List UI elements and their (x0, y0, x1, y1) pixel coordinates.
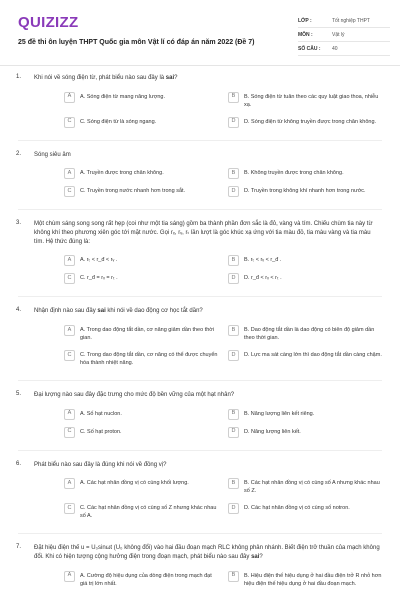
answer-option[interactable] (64, 504, 218, 521)
option-text: C. r_đ = rᵥ = rₜ . (80, 275, 118, 282)
meta-table (298, 14, 390, 56)
question-text-part: Đại lượng nào sau đây đặc trưng cho mức độ bền vững của một hạt nhân? (34, 391, 235, 398)
answer-option[interactable] (228, 256, 382, 266)
option-letter-box[interactable]: A (64, 478, 75, 489)
answer-options (34, 256, 382, 284)
option-letter-box[interactable]: B (228, 168, 239, 179)
option-letter-box[interactable]: D (228, 503, 239, 514)
question-text (34, 391, 382, 400)
answer-option[interactable] (228, 118, 382, 128)
option-text: D. Các hạt nhân đồng vị có cùng số notron. (244, 505, 350, 512)
question-emphasis: sai (251, 553, 260, 560)
option-text: C. Truyền trong nước nhanh hơn trong sắt. (80, 188, 186, 195)
answer-option[interactable] (228, 504, 382, 521)
question-text (34, 151, 382, 160)
option-letter-box[interactable]: A (64, 409, 75, 420)
page-title: 25 đề thi ôn luyện THPT Quốc gia môn Vật lí có đáp án năm 2022 (Đề 7) (18, 39, 255, 46)
meta-label: MÔN : (298, 31, 313, 38)
option-text: B. Dao động tắt dần là dao động có biên độ giảm dần theo thời gian. (244, 327, 375, 342)
question-item (0, 461, 400, 522)
meta-label: SỐ CÂU : (298, 45, 321, 52)
option-text: C. Số hạt proton. (80, 428, 122, 435)
meta-value: Tốt nghiệp THPT (332, 17, 370, 24)
option-text: B. Không truyền được trong chân không. (244, 170, 344, 177)
option-letter-box[interactable]: C (64, 427, 75, 438)
answer-option[interactable] (64, 169, 218, 179)
option-letter-box[interactable]: D (228, 273, 239, 284)
question-divider (18, 380, 382, 381)
option-text: C. Sóng điện từ là sóng ngang. (80, 118, 157, 125)
question-text (34, 307, 382, 316)
question-text-part: ? (174, 75, 178, 81)
question-number: 2. (16, 150, 22, 157)
question-text-part: Đặt hiệu điện thế u = U₀sinωt (U₀ không đổi) vào hai đầu đoạn mạch RLC không phân nhánh. Biết điện trở thuần của mạch không đổi. Khi có hiện tượng cộng hưởng điện trong đoạn mạch, phát biểu nào sau đây (34, 545, 380, 560)
answer-option[interactable] (64, 118, 218, 128)
question-item (0, 220, 400, 284)
option-letter-box[interactable]: C (64, 186, 75, 197)
question-text-part: Sóng siêu âm (34, 151, 71, 158)
worksheet-header (0, 0, 400, 66)
option-text: D. Sóng điện từ không truyền được trong chân không. (244, 118, 377, 125)
option-letter-box[interactable]: C (64, 273, 75, 284)
question-text (34, 544, 382, 561)
meta-row-subject (298, 28, 390, 42)
answer-option[interactable] (228, 93, 382, 110)
option-letter-box[interactable]: A (64, 255, 75, 266)
question-text-part: ? (259, 553, 263, 560)
question-text-part: khi nói về dao động cơ học tắt dần? (105, 308, 203, 315)
question-divider (18, 209, 382, 210)
question-divider (18, 296, 382, 297)
option-text: A. rₜ < r_đ < rᵥ . (80, 257, 118, 264)
option-letter-box[interactable]: D (228, 186, 239, 197)
question-divider (18, 140, 382, 141)
meta-value: 40 (332, 45, 338, 52)
question-text-part: Phát biểu nào sau đây là đúng khi nói về đồng vị? (34, 461, 167, 468)
meta-row-class (298, 14, 390, 28)
answer-option[interactable] (228, 351, 382, 368)
question-text (34, 74, 382, 83)
option-text: D. Truyền trong không khí nhanh hơn trong nước. (244, 188, 366, 195)
answer-option[interactable] (64, 326, 218, 343)
option-text: D. Lực ma sát càng lớn thì dao động tắt dần càng chậm. (244, 352, 382, 358)
answer-options (34, 169, 382, 197)
answer-option[interactable] (228, 187, 382, 197)
meta-value: Vật lý (332, 31, 345, 38)
option-letter-box[interactable]: D (228, 427, 239, 438)
option-text: A. Các hạt nhân đồng vị có cùng khối lượng. (80, 480, 189, 487)
question-text-part: Nhận định nào sau đây (34, 308, 98, 315)
question-number: 3. (16, 220, 22, 227)
option-letter-box[interactable]: B (228, 571, 239, 582)
option-text: B. Sóng điện từ tuân theo các quy luật giao thoa, nhiễu xạ. (244, 93, 379, 108)
quizizz-logo: QUIZIZZ (18, 14, 79, 31)
answer-options (34, 410, 382, 438)
answer-options (34, 93, 382, 128)
question-text (34, 220, 382, 246)
meta-row-count (298, 42, 390, 56)
option-text: A. Sóng điện từ mang năng lượng. (80, 93, 165, 100)
option-text: B. Các hạt nhân đồng vị có cùng số A nhưng khác nhau số Z. (244, 480, 380, 495)
answer-option[interactable] (228, 169, 382, 179)
option-text: C. Các hạt nhân đồng vị có cùng số Z nhưng khác nhau số A. (80, 505, 217, 520)
answer-option[interactable] (64, 274, 218, 284)
option-text: C. Trong dao động tắt dần, cơ năng có thể được chuyển hóa thành nhiệt năng. (80, 352, 218, 366)
meta-label: LỚP : (298, 17, 312, 24)
answer-option[interactable] (228, 479, 382, 496)
option-letter-box[interactable]: B (228, 255, 239, 266)
answer-options (34, 326, 382, 368)
option-letter-box[interactable]: A (64, 168, 75, 179)
option-letter-box[interactable]: D (228, 350, 239, 361)
answer-option[interactable] (228, 572, 382, 589)
option-letter-box[interactable]: C (64, 117, 75, 128)
answer-option[interactable] (228, 274, 382, 284)
option-letter-box[interactable]: A (64, 571, 75, 582)
option-letter-box[interactable]: C (64, 350, 75, 361)
answer-option[interactable] (64, 256, 218, 266)
question-text-part: Một chùm sáng song song rất hẹp (coi như một tia sáng) gồm ba thành phần đơn sắc là đỏ, vàng và tím. Chiếu chùm tia này từ không khí theo phương xiên góc tới mặt nước. Gọi rₓ, rᵥ, rₜ lần lượt là góc khúc xạ ứng với tia màu đỏ, tia màu vàng và tia màu tím. Hệ thức đúng là: (34, 221, 373, 245)
option-text: B. rₜ < rᵥ < r_đ . (244, 257, 282, 264)
question-text-part: Khi nói về sóng điện từ, phát biểu nào sau đây là (34, 75, 166, 81)
answer-option[interactable] (64, 351, 218, 368)
option-text: A. Số hạt nuclon. (80, 410, 122, 417)
question-item (0, 544, 400, 588)
question-item (0, 74, 400, 128)
option-text: A. Trong dao động tắt dần, cơ năng giảm dần theo thời gian. (80, 327, 215, 342)
answer-options (34, 572, 382, 589)
answer-option[interactable] (228, 326, 382, 343)
question-list (0, 74, 400, 589)
question-number: 7. (16, 544, 22, 551)
question-number: 5. (16, 390, 22, 397)
option-text: A. Cường độ hiệu dụng của dòng điện trong mạch đạt giá trị lớn nhất. (80, 572, 212, 587)
answer-option[interactable] (64, 187, 218, 197)
option-letter-box[interactable]: A (64, 92, 75, 103)
question-divider (18, 533, 382, 534)
option-text: D. Năng lượng liên kết. (244, 428, 301, 435)
answer-option[interactable] (64, 428, 218, 438)
option-letter-box[interactable]: D (228, 117, 239, 128)
answer-option[interactable] (64, 572, 218, 589)
question-emphasis: sai (165, 75, 175, 81)
option-text: B. Năng lượng liên kết riêng. (244, 410, 315, 417)
option-letter-box[interactable]: B (228, 92, 239, 103)
option-text: D. r_đ < rᵥ < rₜ . (244, 275, 282, 282)
answer-option[interactable] (228, 428, 382, 438)
option-text: B. Hiệu điện thế hiệu dụng ở hai đầu điện trở R nhỏ hơn hiệu điện thế hiệu dụng ở hai đầu đoạn mạch. (244, 572, 382, 587)
answer-option[interactable] (228, 410, 382, 420)
answer-option[interactable] (64, 410, 218, 420)
question-item (0, 391, 400, 438)
question-number: 1. (16, 74, 22, 80)
question-item (0, 307, 400, 368)
question-number: 4. (16, 307, 22, 314)
answer-option[interactable] (64, 93, 218, 110)
option-text: A. Truyền được trong chân không. (80, 170, 164, 177)
question-text (34, 461, 382, 470)
option-letter-box[interactable]: B (228, 409, 239, 420)
option-letter-box[interactable]: C (64, 503, 75, 514)
question-number: 6. (16, 460, 22, 467)
answer-options (34, 479, 382, 521)
option-letter-box[interactable]: A (64, 325, 75, 336)
question-item (0, 151, 400, 198)
option-letter-box[interactable]: B (228, 478, 239, 489)
option-letter-box[interactable]: B (228, 325, 239, 336)
question-divider (18, 450, 382, 451)
answer-option[interactable] (64, 479, 218, 496)
question-emphasis: sai (97, 308, 106, 315)
